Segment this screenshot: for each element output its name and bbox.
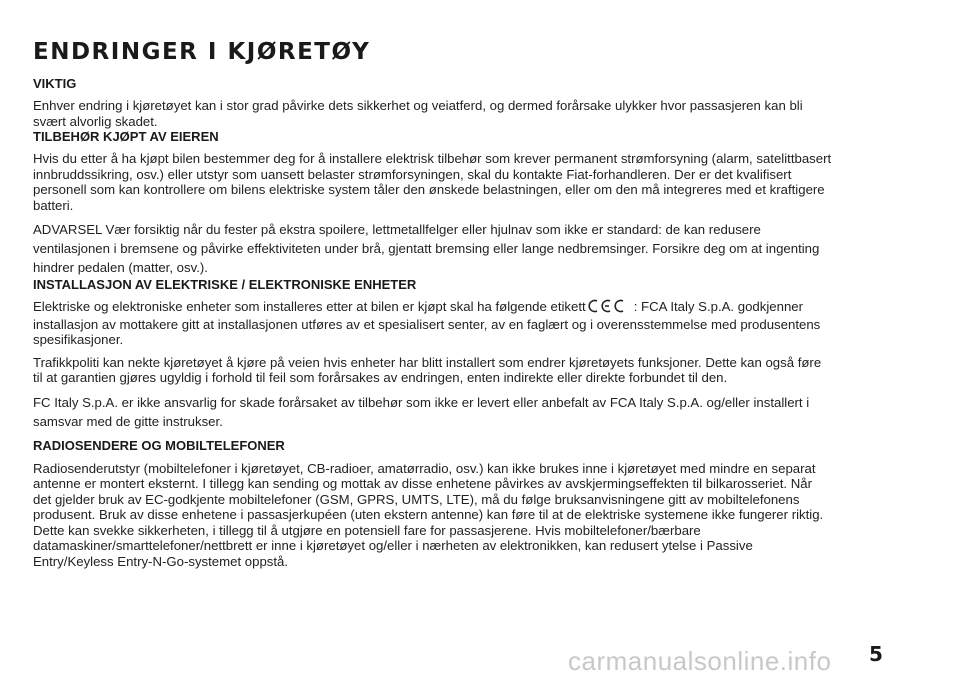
heading-viktig: VIKTIG	[33, 76, 77, 91]
document-page	[33, 38, 833, 569]
heading-tilbehor: TILBEHØR KJØPT AV EIEREN	[33, 129, 219, 144]
page-title: ENDRINGER I KJØRETØY	[33, 39, 371, 65]
paragraph-tilbehor-advarsel: ADVARSEL Vær forsiktig når du fester på ekstra spoilere, lettmetallfelger eller hjulnav som ikke er standard: de kan redusere ventilasjonen i bremsene og påvirke effektiviteten under brå, gjentatt bremsing eller lange nedbremsinger. Forsikre deg om at ingenting hindrer pedalen (matter, osv.).	[33, 222, 820, 275]
paragraph-installasjon-1-end: : FCA Italy S.p.A. godkjenner installasjon av mottakere gitt at installasjonen utføres av et spesialisert senter, av en faglært og i overensstemmelse med produsentens spesifikasjoner.	[33, 299, 821, 347]
page-number: 5	[869, 642, 883, 666]
paragraph-installasjon-2: Trafikkpoliti kan nekte kjøretøyet å kjøre på veien hvis enheter har blitt installert som endrer kjøretøyets funksjoner. Dette kan også føre til at garantien gjøres ugyldig i forhold til feil som forårsakes av endringen, enten indirekte eller direkte forbundet til den.	[33, 354, 822, 385]
paragraph-installasjon-1	[33, 299, 833, 348]
paragraph-viktig: Enhver endring i kjøretøyet kan i stor grad påvirke dets sikkerhet og veiatferd, og dermed forårsake ulykker hvor passasjeren kan bli svært alvorlig skadet.	[33, 98, 803, 129]
ce-mark-icon	[588, 299, 632, 317]
watermark: carmanualsonline.info	[568, 646, 832, 676]
heading-radio: RADIOSENDERE OG MOBILTELEFONER	[33, 437, 285, 453]
paragraph-radio: Radiosenderutstyr (mobiltelefoner i kjøretøyet, CB-radioer, amatørradio, osv.) kan ikke brukes inne i kjøretøyet med mindre en separat antenne er montert eksternt. I tillegg kan sending og mottak av disse enhetene påvirkes av avskjermingseffekten til bilkarosseriet. Når det gjelder bruk av EC-godkjente mobiltelefoner (GSM, GPRS, UMTS, LTE), må du følge bruksanvisningene gitt av mobiltelefonens produsent. Bruk av disse enhetene i passasjerkupéen (uten ekstern antenne) kan føre til at de elektriske systemene ikke fungerer riktig. Dette kan svekke sikkerheten, i tillegg til å utgjøre en potensiell fare for passasjerene. Hvis mobiltelefoner/bærbare datamaskiner/smarttelefoner/nettbrett er inne i kjøretøyet og/eller i nærheten av elektronikken, kan redusert ytelse i Passive Entry/Keyless Entry-N-Go-systemet oppstå.	[33, 460, 824, 569]
paragraph-installasjon-3: FC Italy S.p.A. er ikke ansvarlig for skade forårsaket av tilbehør som ikke er levert eller anbefalt av FCA Italy S.p.A. og/eller installert i samsvar med de gitte instrukser.	[33, 394, 810, 429]
heading-installasjon: INSTALLASJON AV ELEKTRISKE / ELEKTRONISKE ENHETER	[33, 277, 417, 292]
paragraph-installasjon-1-start: Elektriske og elektroniske enheter som installeres etter at bilen er kjøpt skal ha følgende etikett	[33, 299, 586, 314]
paragraph-tilbehor-1: Hvis du etter å ha kjøpt bilen bestemmer deg for å installere elektrisk tilbehør som krever permanent strømforsyning (alarm, satelittbasert innbruddssikring, osv.) eller utstyr som uansett belaster strømforsyningen, skal du kontakte Fiat-forhandleren. Der er det kvalifisert personell som kan kontrollere om bilens elektriske system tåler den ønskede belastningen, eller om den må integreres med et kraftigere batteri.	[33, 151, 832, 213]
